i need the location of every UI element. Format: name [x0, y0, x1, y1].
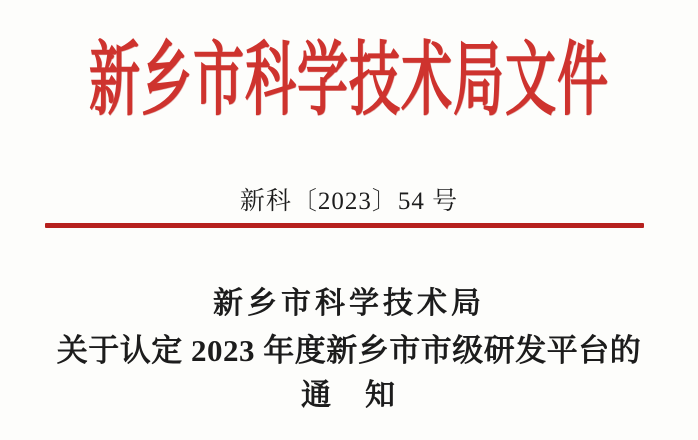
- document-masthead-title: 新乡市科学技术局文件: [88, 37, 609, 127]
- notice-subject-line: 关于认定 2023 年度新乡市市级研发平台的: [56, 333, 642, 368]
- notice-title-line: 通 知: [301, 379, 397, 412]
- notice-issuer-line: 新乡市科学技术局: [213, 287, 485, 320]
- masthead-divider-line: [45, 223, 644, 228]
- document-reference-number: 新科〔2023〕54 号: [239, 188, 459, 215]
